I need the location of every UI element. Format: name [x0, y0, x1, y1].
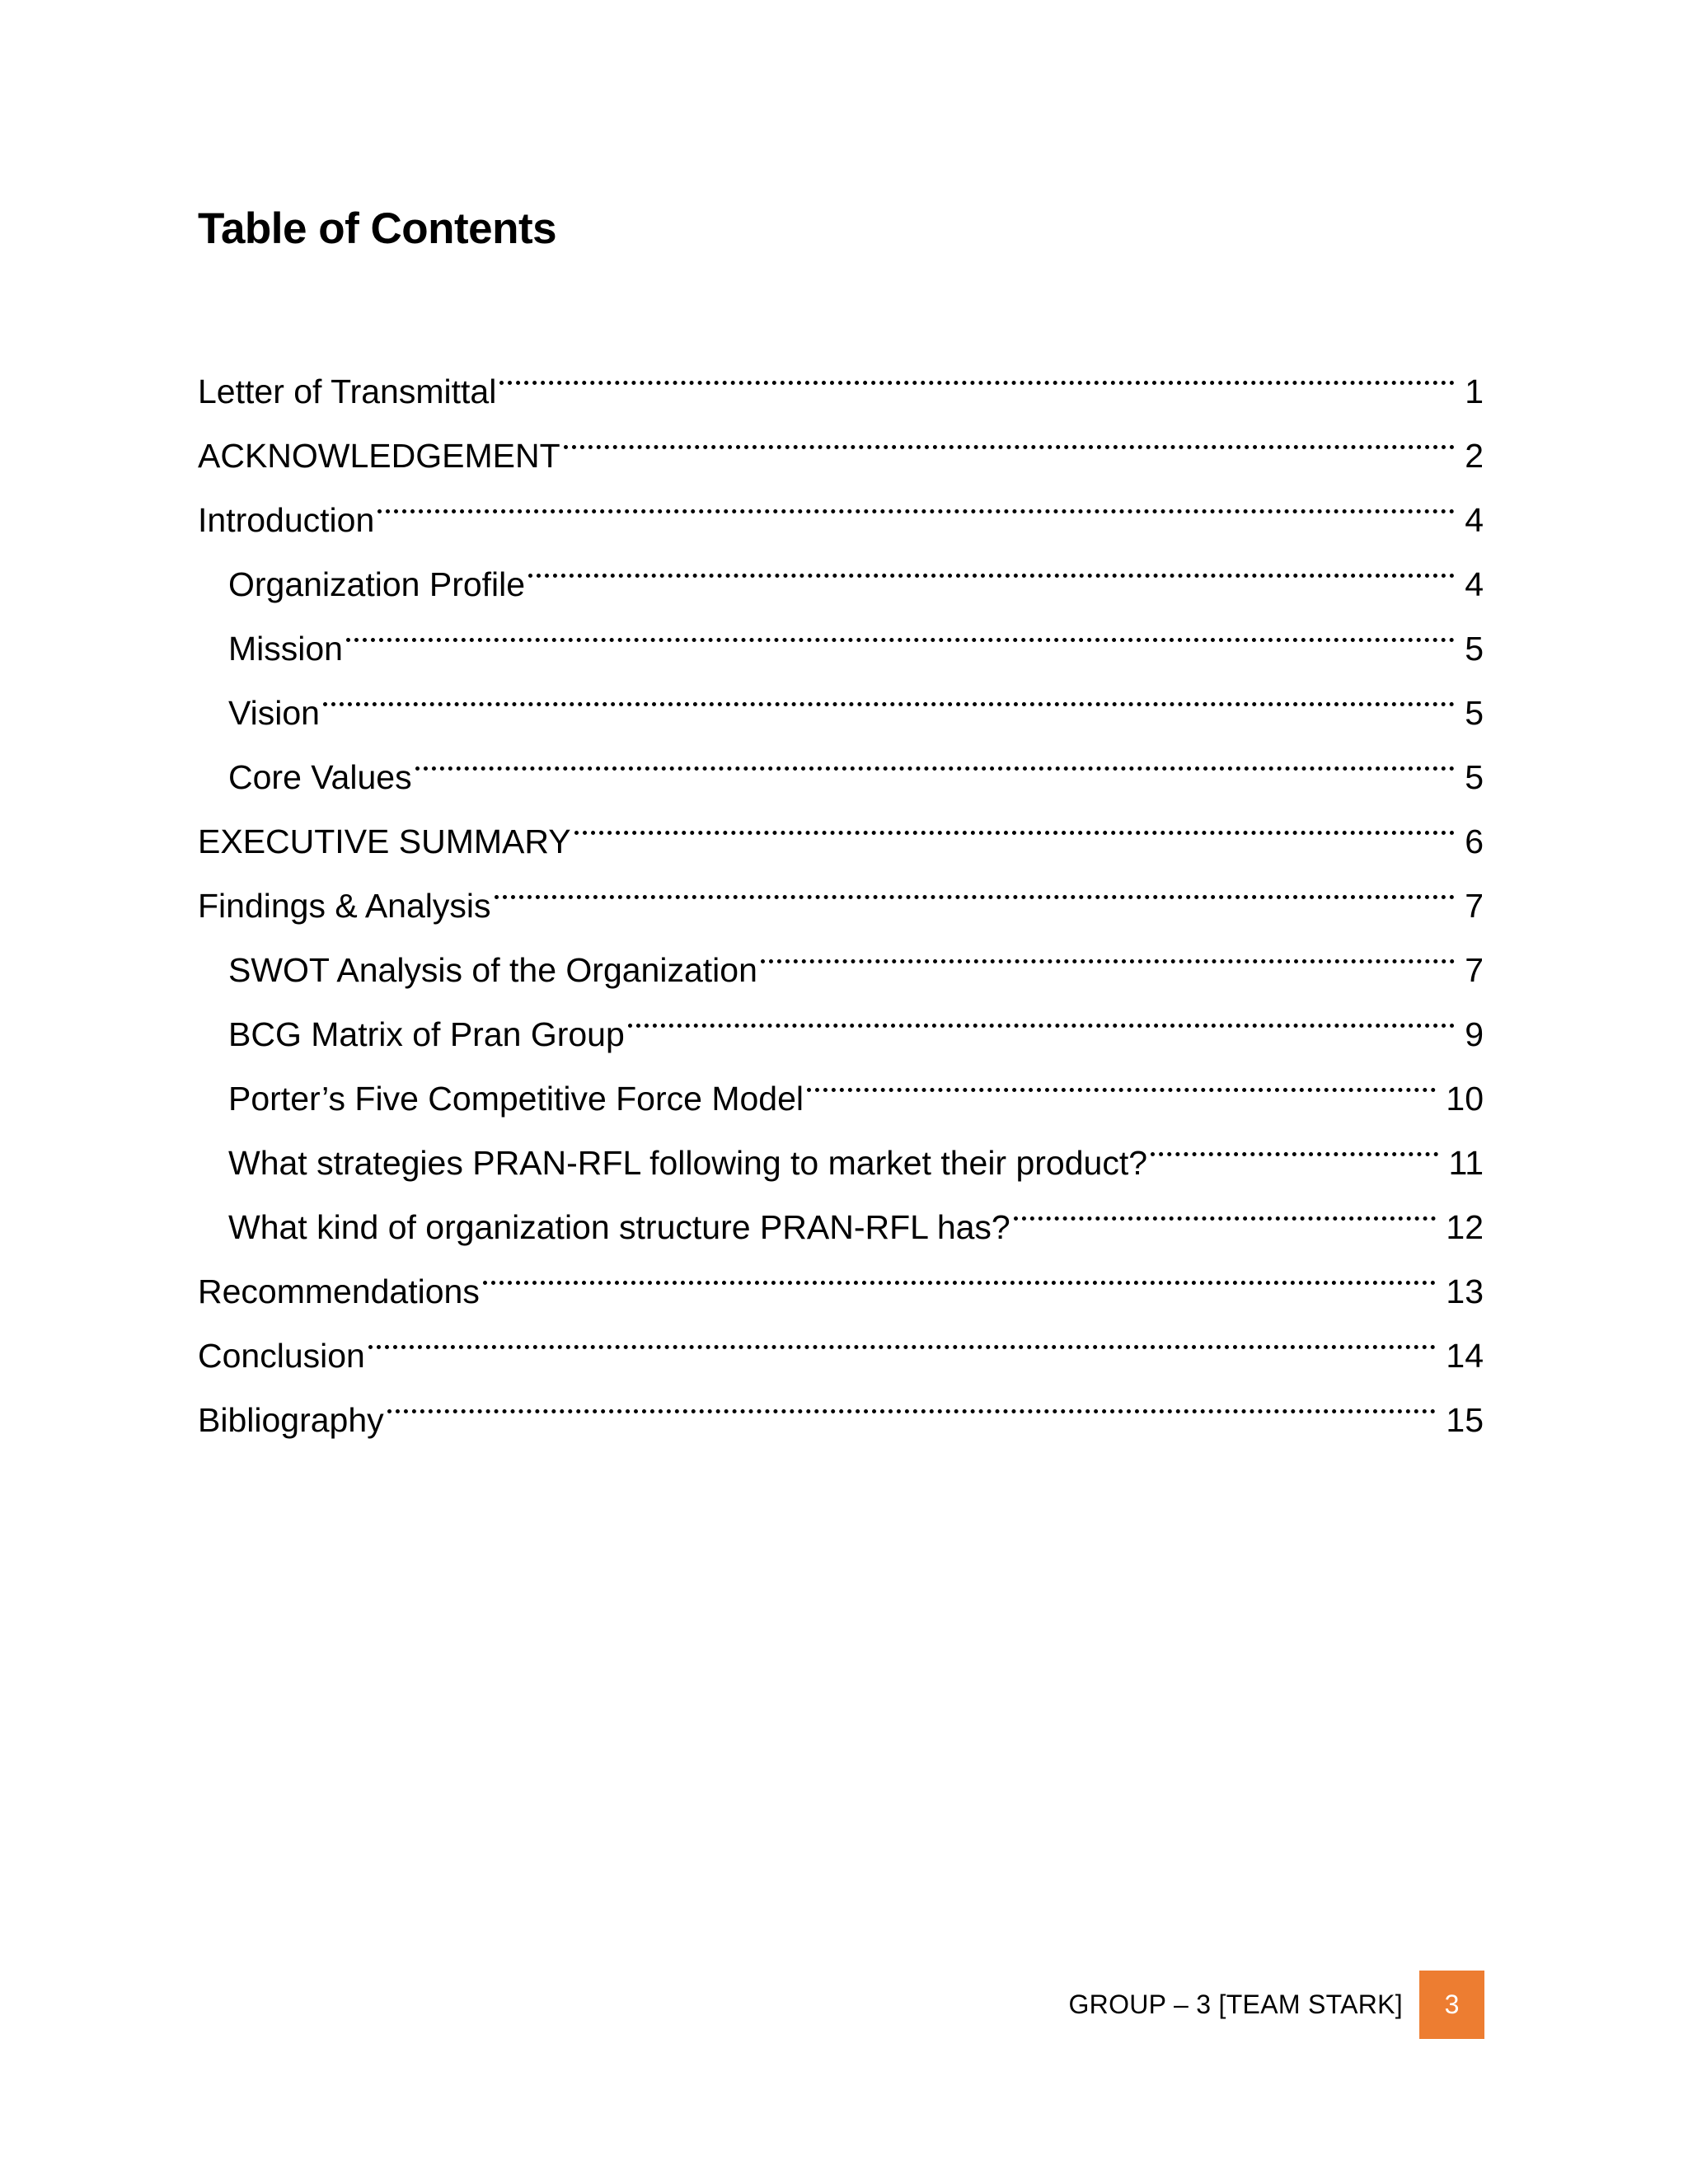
toc-dot-leader — [377, 467, 1455, 532]
footer-group-label: GROUP – 3 [TEAM STARK] — [1068, 1990, 1403, 2019]
toc-entry-label: Porter’s Five Competitive Force Model — [228, 1080, 804, 1118]
toc-entry-page: 4 — [1465, 501, 1484, 539]
toc-entry-label: What kind of organization structure PRAN-RFL has? — [228, 1208, 1010, 1246]
page-number-badge: 3 — [1419, 1971, 1484, 2039]
toc-entry-label: Recommendations — [198, 1272, 480, 1310]
toc-entry-label: Findings & Analysis — [198, 887, 491, 925]
toc-entry-page: 10 — [1446, 1080, 1484, 1118]
toc-entry-page: 13 — [1446, 1272, 1484, 1310]
toc-entry-page: 7 — [1465, 951, 1484, 989]
toc-entry-label: What strategies PRAN-RFL following to market their product? — [228, 1144, 1148, 1182]
toc-subentry[interactable] — [198, 724, 1484, 796]
toc-dot-leader — [628, 982, 1455, 1046]
toc-entry-label: Organization Profile — [228, 565, 526, 603]
toc-entry-page: 5 — [1465, 630, 1484, 668]
toc-entry-page: 12 — [1446, 1208, 1484, 1246]
toc-entry[interactable] — [198, 1367, 1484, 1439]
toc-dot-leader — [387, 1367, 1437, 1432]
toc-entry-page: 5 — [1465, 758, 1484, 796]
toc-entry-page: 2 — [1465, 437, 1484, 475]
toc-entry[interactable] — [198, 1303, 1484, 1375]
toc-entry-page: 11 — [1448, 1144, 1484, 1182]
toc-dot-leader — [323, 660, 1455, 724]
toc-dot-leader — [415, 724, 1456, 789]
toc-dot-leader — [528, 532, 1455, 596]
toc-subentry[interactable] — [198, 660, 1484, 732]
toc-dot-leader — [368, 1303, 1437, 1367]
toc-subentry[interactable] — [198, 596, 1484, 668]
toc-entry-label: EXECUTIVE SUMMARY — [198, 823, 571, 860]
toc-entry-page: 1 — [1465, 373, 1484, 410]
toc-dot-leader — [761, 917, 1455, 982]
toc-entry-page: 15 — [1446, 1401, 1484, 1439]
toc-entry-label: Introduction — [198, 501, 375, 539]
toc-dot-leader — [574, 789, 1456, 853]
toc-entry-label: Letter of Transmittal — [198, 373, 497, 410]
toc-entry[interactable] — [198, 467, 1484, 539]
toc-dot-leader — [495, 853, 1456, 917]
toc-entry-page: 5 — [1465, 694, 1484, 732]
toc-entry-label: Conclusion — [198, 1337, 365, 1375]
toc-entry-label: Bibliography — [198, 1401, 384, 1439]
toc-dot-leader — [499, 339, 1455, 403]
toc-title: Table of Contents — [198, 204, 557, 253]
toc-entry-page: 6 — [1465, 823, 1484, 860]
toc-entry-page: 4 — [1465, 565, 1484, 603]
toc-entry-page: 7 — [1465, 887, 1484, 925]
toc-entry-label: Vision — [228, 694, 320, 732]
toc-subentry[interactable] — [198, 532, 1484, 603]
toc-entry-page: 14 — [1446, 1337, 1484, 1375]
toc-entry-label: BCG Matrix of Pran Group — [228, 1015, 625, 1053]
toc-entry-label: ACKNOWLEDGEMENT — [198, 437, 560, 475]
toc-entry-label: Mission — [228, 630, 343, 668]
toc-entry-label: SWOT Analysis of the Organization — [228, 951, 757, 989]
toc-entry-label: Core Values — [228, 758, 412, 796]
page-footer — [989, 1971, 1484, 2039]
toc-dot-leader — [564, 403, 1456, 467]
toc-dot-leader — [807, 1046, 1436, 1110]
toc-entry-page: 9 — [1465, 1015, 1484, 1053]
toc-dot-leader — [1151, 1110, 1438, 1174]
toc-entry[interactable] — [198, 339, 1484, 410]
toc-dot-leader — [1014, 1174, 1437, 1239]
toc-dot-leader — [346, 596, 1455, 660]
toc-dot-leader — [483, 1239, 1437, 1303]
toc-list — [198, 339, 1484, 1439]
